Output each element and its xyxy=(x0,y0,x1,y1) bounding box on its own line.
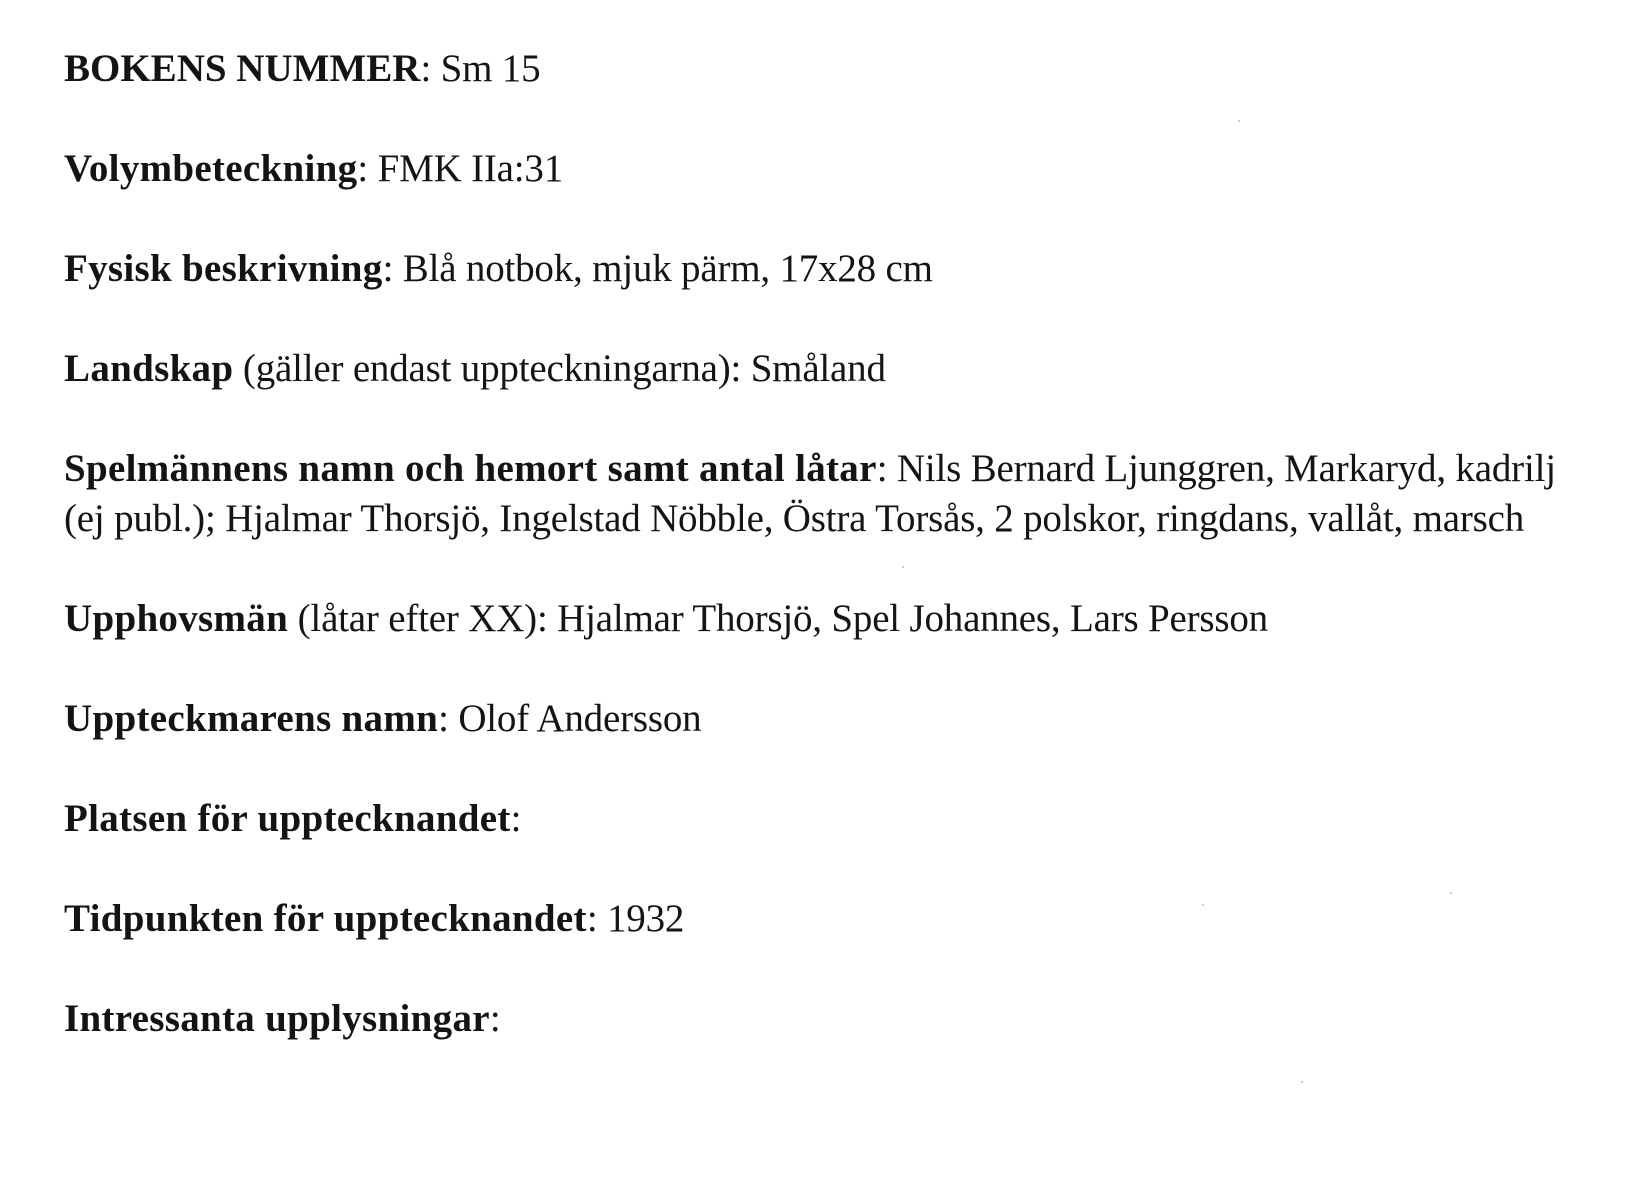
field-label: Fysisk beskrivning xyxy=(64,247,383,290)
field-separator: : xyxy=(730,347,742,390)
field-value: Nils Bernard Ljunggren, Markaryd, kadrilj (ej publ.); Hjalmar Thorsjö, Ingelstad Nöbble, Östra Torsås, 2 polskor, ringdans, vallåt, marsch xyxy=(64,447,1556,540)
scan-speck xyxy=(1202,904,1204,906)
field-label: Upphovsmän xyxy=(64,597,289,640)
field-value: 1932 xyxy=(597,897,685,940)
field-value: Blå notbok, mjuk pärm, 17x28 cm xyxy=(393,247,933,290)
field-interesting-info xyxy=(64,994,1604,1044)
field-label: Tidpunkten för upptecknandet xyxy=(64,897,587,940)
field-recorder-name xyxy=(64,694,1604,744)
field-physical-description xyxy=(64,244,1604,294)
field-label: Uppteckmarens namn xyxy=(64,697,439,740)
field-originators xyxy=(64,594,1604,644)
field-label: Spelmännens namn och hemort samt antal låtar xyxy=(64,447,877,490)
field-separator: : xyxy=(382,247,394,290)
field-value: Småland xyxy=(741,347,886,390)
field-label: Platsen för upptecknandet xyxy=(64,797,511,840)
field-separator: : xyxy=(420,47,432,90)
field-book-number xyxy=(64,44,1604,94)
field-musicians xyxy=(64,444,1604,544)
field-note: (gäller endast uppteckningarna) xyxy=(233,347,731,390)
field-recording-time xyxy=(64,894,1604,944)
field-volume-designation xyxy=(64,144,1604,194)
scan-speck xyxy=(1301,1081,1303,1083)
field-value: Sm 15 xyxy=(431,47,541,90)
field-separator: : xyxy=(438,697,449,740)
scan-speck xyxy=(1450,892,1452,894)
field-label: Volymbeteckning xyxy=(64,147,358,190)
field-separator: : xyxy=(876,447,888,490)
field-value: FMK IIa:31 xyxy=(368,147,564,190)
field-province xyxy=(64,344,1604,394)
field-label: Intressanta upplysningar xyxy=(64,997,490,1040)
scan-speck xyxy=(902,566,904,568)
field-value: Olof Andersson xyxy=(448,697,702,740)
field-label: BOKENS NUMMER xyxy=(64,47,421,90)
field-label: Landskap xyxy=(64,347,234,390)
field-separator: : xyxy=(357,147,369,190)
field-separator: : xyxy=(536,597,548,640)
catalog-record xyxy=(64,44,1604,1094)
scan-speck xyxy=(1238,120,1240,122)
field-recording-place xyxy=(64,794,1604,844)
field-separator: : xyxy=(489,997,501,1040)
field-separator: : xyxy=(510,797,522,840)
field-value: Hjalmar Thorsjö, Spel Johannes, Lars Persson xyxy=(547,597,1268,640)
field-separator: : xyxy=(586,897,598,940)
field-note: (låtar efter XX) xyxy=(288,597,537,640)
